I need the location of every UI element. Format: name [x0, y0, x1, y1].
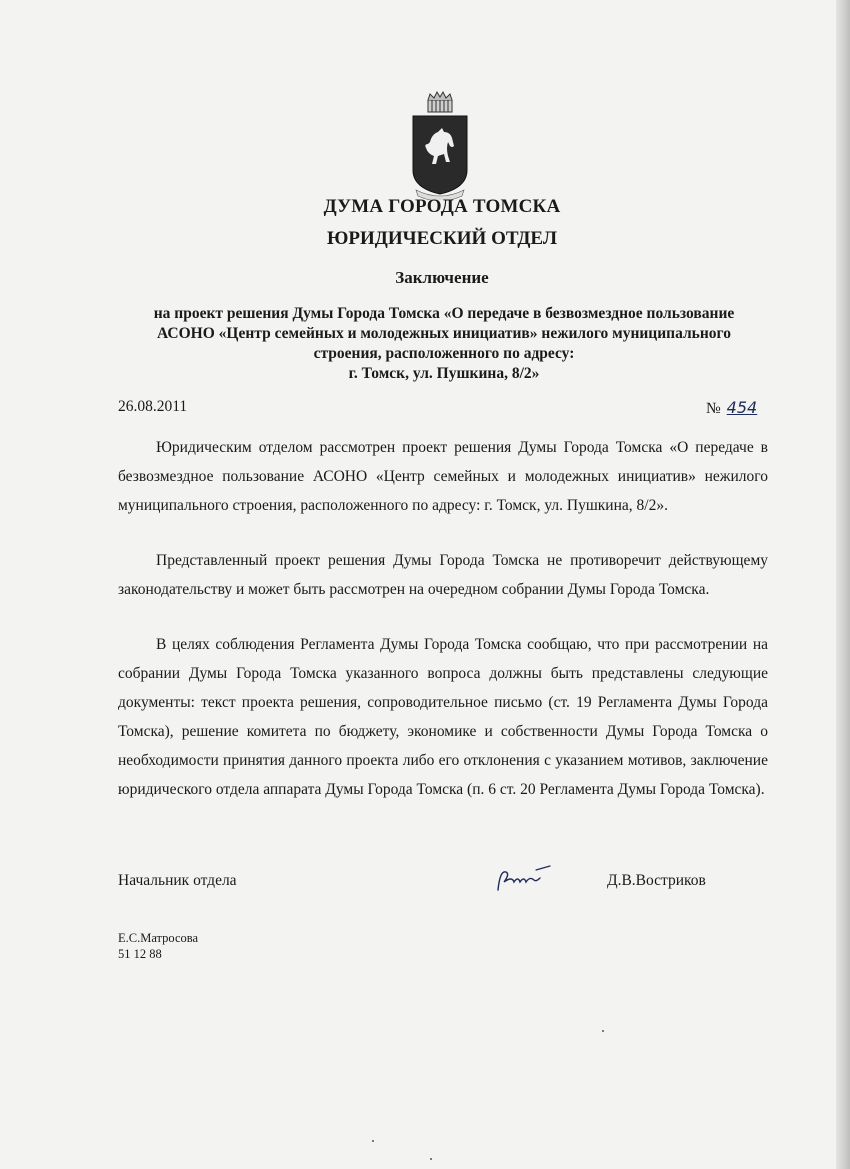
subject-line: г. Томск, ул. Пушкина, 8/2» [348, 365, 540, 382]
body-paragraph: В целях соблюдения Регламента Думы Города Томска сообщаю, что при рассмотрении на собрании Думы Города Томска указанного вопроса должны быть представлены следующие документы: текст проекта решения, сопроводительное письмо (ст. 19 Регламента Думы Города Томска), решение комитета по бюджету, экономике и собственности Думы Города Томска о необходимости принятия данного проекта либо его отклонения с указанием мотивов, заключение юридического отдела аппарата Думы Города Томска (п. 6 ст. 20 Регламента Думы Города Томска). [118, 636, 768, 798]
department-title: ЮРИДИЧЕСКИЙ ОТДЕЛ [327, 228, 557, 249]
subject-line: строения, расположенного по адресу: [313, 345, 575, 362]
body-paragraph: Юридическим отделом рассмотрен проект решения Думы Города Томска «О передаче в безвозмездное пользование АСОНО «Центр семейных и молодежных инициатив» нежилого муниципального строения, расположенного по адресу: г. Томск, ул. Пушкина, 8/2». [118, 439, 768, 514]
signatory-title: Начальник отдела [118, 872, 237, 889]
organization-title: ДУМА ГОРОДА ТОМСКА [323, 196, 561, 217]
document-type: Заключение [395, 268, 489, 287]
subject-line: АСОНО «Центр семейных и молодежных инициатив» нежилого муниципального [157, 325, 731, 342]
scan-speck [372, 1140, 374, 1142]
executor-info [118, 930, 198, 962]
number-label: № [706, 400, 721, 417]
executor-phone: 51 12 88 [118, 947, 162, 961]
coat-of-arms-icon [408, 90, 472, 200]
document-subject [110, 304, 778, 384]
scan-speck [430, 1158, 432, 1160]
body-paragraph: Представленный проект решения Думы Города Томска не противоречит действующему законодательству и может быть рассмотрен на очередном собрании Думы Города Томска. [118, 552, 768, 598]
signatory-name: Д.В.Востриков [607, 872, 706, 889]
document-date: 26.08.2011 [118, 398, 188, 415]
handwritten-signature-icon [492, 860, 562, 896]
subject-line: на проект решения Думы Города Томска «О передаче в безвозмездное пользование [153, 305, 735, 322]
executor-name: Е.С.Матросова [118, 931, 199, 945]
document-number [706, 398, 757, 418]
scan-page-edge [836, 0, 850, 1169]
number-value: 454 [726, 398, 758, 417]
scan-speck [602, 1030, 604, 1032]
